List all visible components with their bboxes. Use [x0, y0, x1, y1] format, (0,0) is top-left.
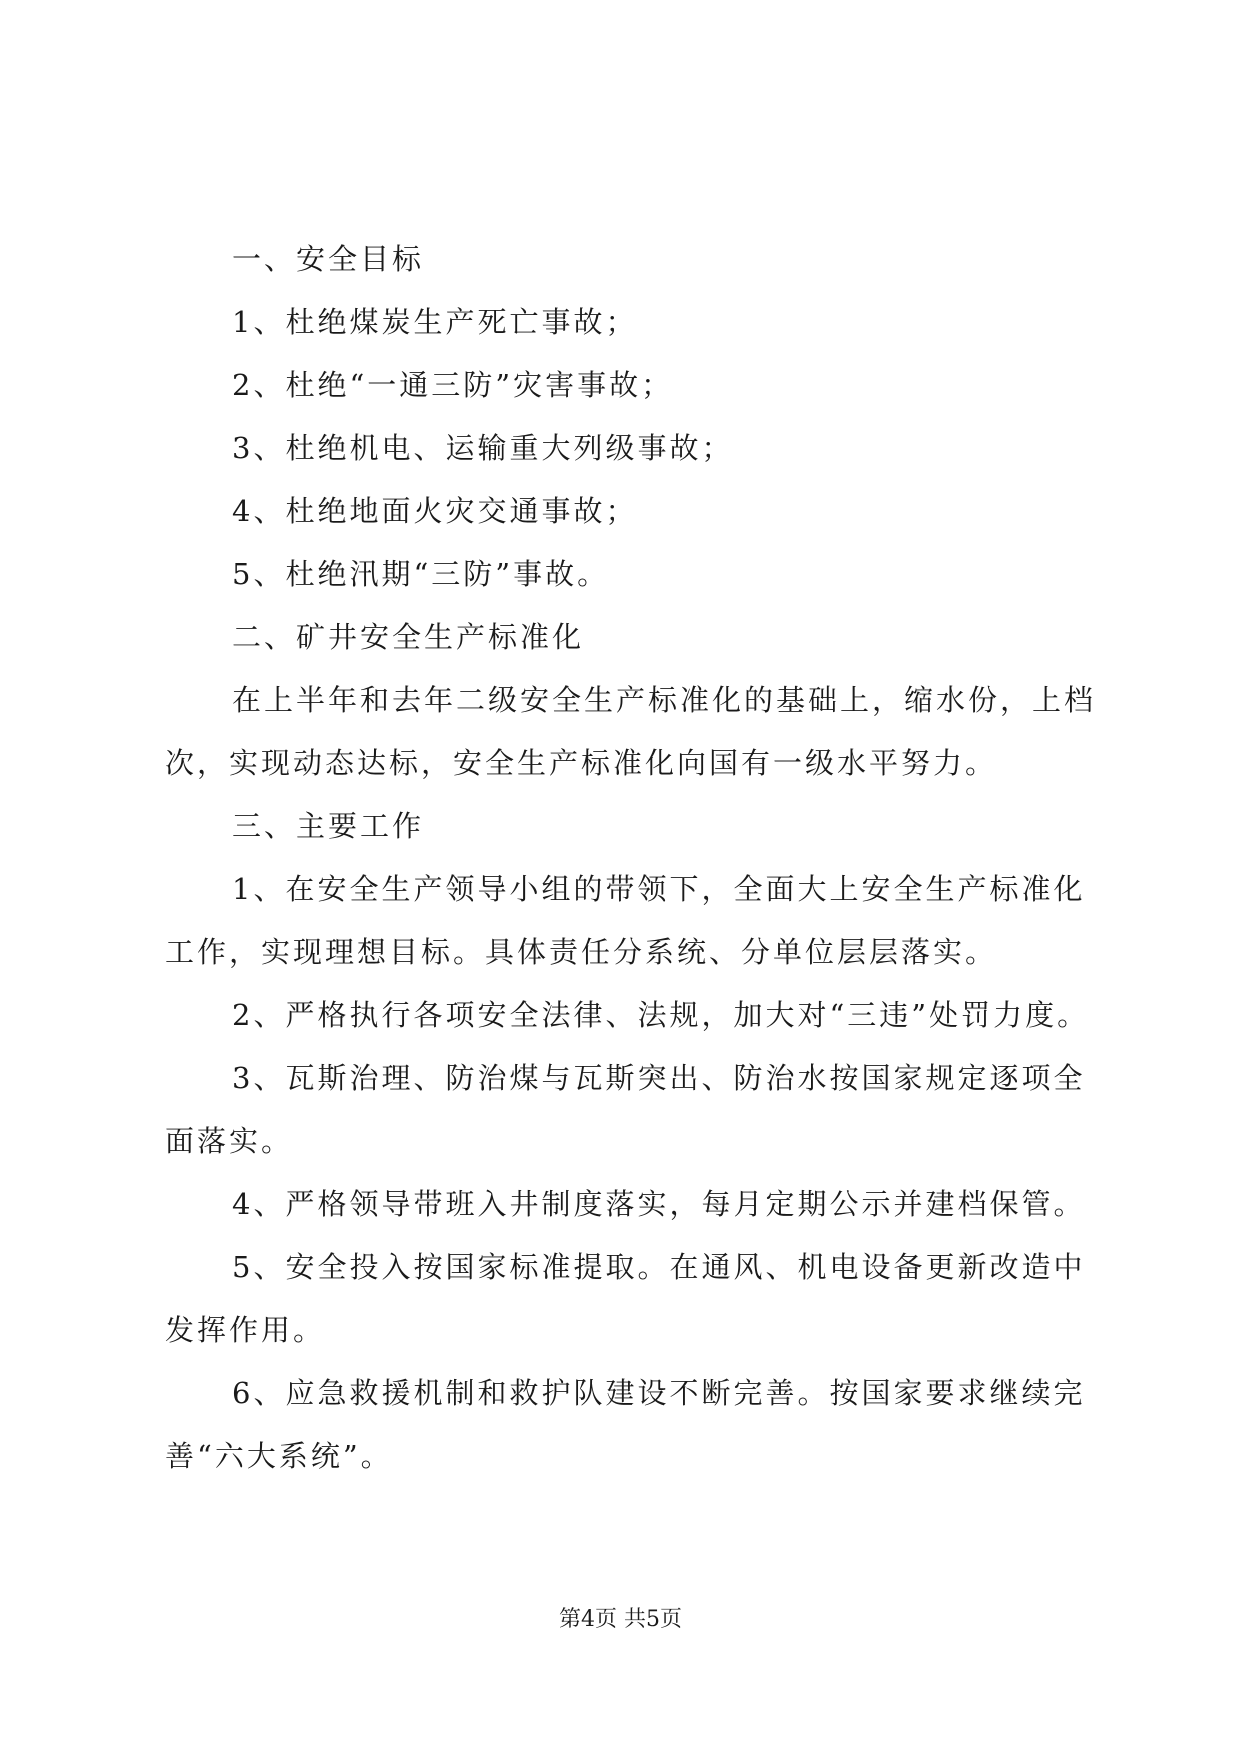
- list-item: 1、杜绝煤炭生产死亡事故；: [232, 305, 638, 339]
- list-item: 1、在安全生产领导小组的带领下，全面大上安全生产标准化工作，实现理想目标。具体责任分系统、分单位层层落实。: [165, 872, 1086, 969]
- list-item: 4、严格领导带班入井制度落实，每月定期公示并建档保管。: [232, 1187, 1086, 1221]
- body-paragraph: 在上半年和去年二级安全生产标准化的基础上，缩水份，上档次，实现动态达标，安全生产标准化向国有一级水平努力。: [165, 683, 1097, 780]
- section-heading-standardization: 二、矿井安全生产标准化: [232, 620, 585, 654]
- list-item: 3、瓦斯治理、防治煤与瓦斯突出、防治水按国家规定逐项全面落实。: [165, 1061, 1086, 1158]
- list-item: 6、应急救援机制和救护队建设不断完善。按国家要求继续完善“六大系统”。: [165, 1376, 1086, 1473]
- section-heading-safety-goals: 一、安全目标: [232, 242, 425, 276]
- list-item: 3、杜绝机电、运输重大列级事故；: [232, 431, 734, 465]
- list-item: 2、杜绝“一通三防”灾害事故；: [232, 368, 674, 402]
- list-item: 5、杜绝汛期“三防”事故。: [232, 557, 610, 591]
- list-item: 5、安全投入按国家标准提取。在通风、机电设备更新改造中发挥作用。: [165, 1250, 1086, 1347]
- page-footer: 第4页 共5页: [559, 1607, 682, 1632]
- section-heading-main-work: 三、主要工作: [232, 809, 425, 843]
- list-item: 2、严格执行各项安全法律、法规，加大对“三违”处罚力度。: [232, 998, 1090, 1032]
- list-item: 4、杜绝地面火灾交通事故；: [232, 494, 638, 528]
- document-body: [165, 228, 1100, 1488]
